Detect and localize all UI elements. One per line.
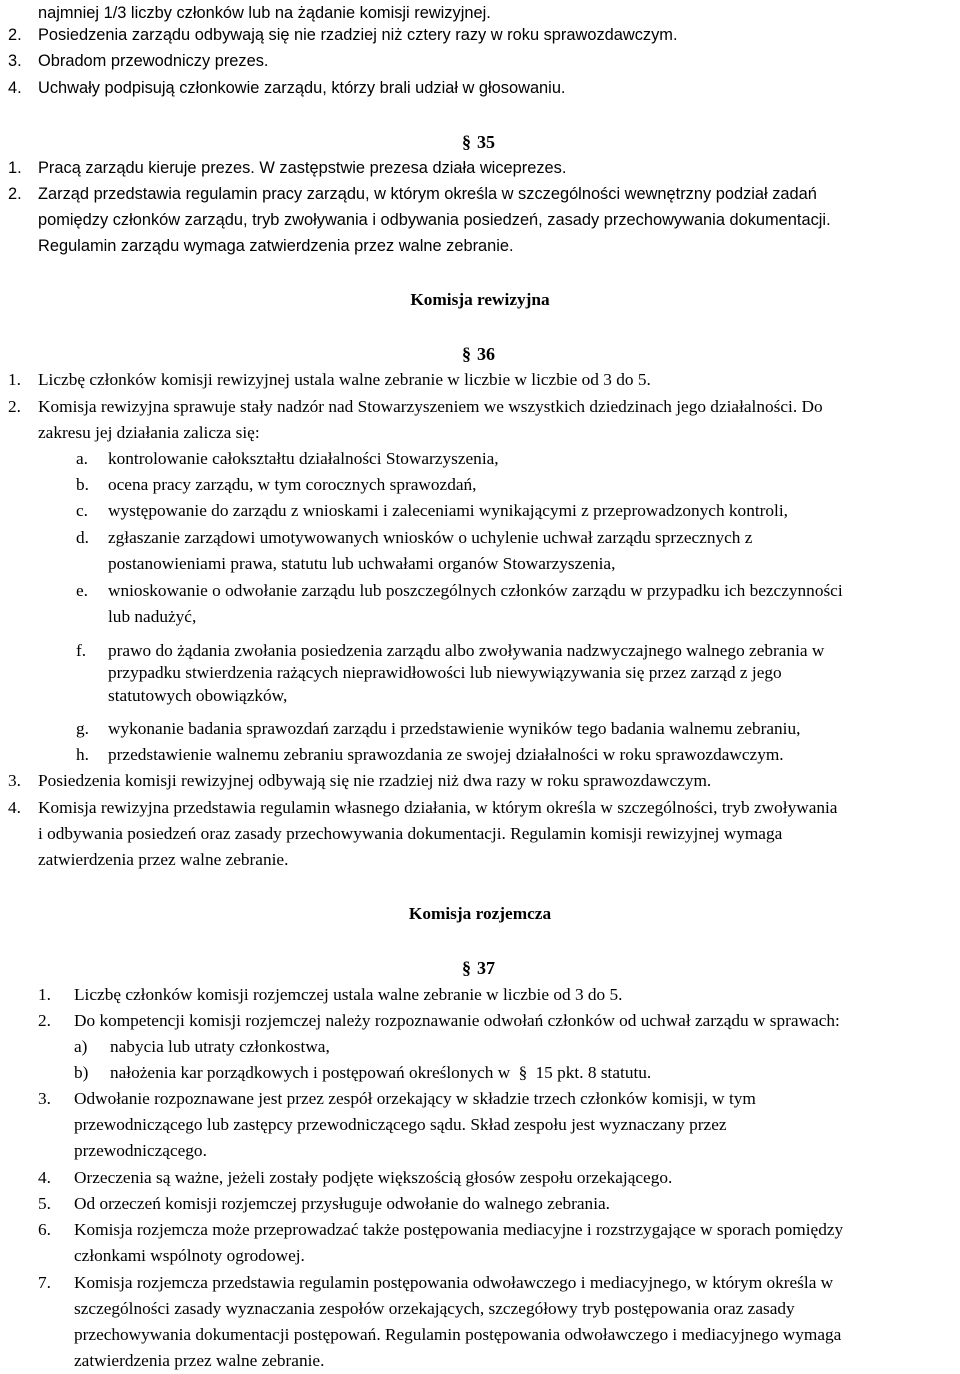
subitem-letter: a. [76,449,88,468]
item-number: 3. [8,52,22,70]
item-number: 4. [8,798,21,817]
sub-list-item: występowanie do zarządu z wnioskami i zaleceniami wynikającymi z przeprowadzonych kontroli, [108,501,788,520]
item-number: 6. [38,1220,51,1239]
subitem-letter: g. [76,719,89,738]
section-number [462,955,495,981]
section-symbol: § [462,132,471,152]
item-number: 2. [8,26,22,44]
list-item-continuation: przewodniczącego. [74,1141,207,1160]
item-number: 1. [8,159,22,177]
section-heading: Komisja rewizyjna [410,290,550,309]
list-item: Odwołanie rozpoznawane jest przez zespół orzekający w składzie trzech członków komisji, w tym [74,1089,756,1108]
subitem-letter: h. [76,745,89,764]
item-number: 3. [38,1089,51,1108]
sub-list-item: ocena pracy zarządu, w tym corocznych sprawozdań, [108,475,477,494]
list-item: Zarząd przedstawia regulamin pracy zarządu, w którym określa w szczególności wewnętrzny podział zadań [38,185,817,203]
section-number [462,341,495,367]
sub-list-item: wnioskowanie o odwołanie zarządu lub poszczególnych członków zarządu w przypadku ich bezczynności [108,581,843,600]
subitem-letter: c. [76,501,88,520]
subitem-letter: b) [74,1063,89,1082]
list-item: Od orzeczeń komisji rozjemczej przysługuje odwołanie do walnego zebrania. [74,1194,610,1213]
list-item-continuation: zakresu jej działania zalicza się: [38,423,260,442]
item-number: 2. [38,1011,51,1030]
list-item: Uchwały podpisują członkowie zarządu, którzy brali udział w głosowaniu. [38,79,566,97]
list-item-continuation: zatwierdzenia przez walne zebranie. [38,850,289,869]
list-item: Do kompetencji komisji rozjemczej należy rozpoznawanie odwołań członków od uchwał zarządu w sprawach: [74,1011,840,1030]
list-item: Posiedzenia zarządu odbywają się nie rzadziej niż cztery razy w roku sprawozdawczym. [38,26,678,44]
list-item-continuation: członkami wspólnoty ogrodowej. [74,1246,305,1265]
sub-list-item-text: 15 pkt. 8 statutu. [535,1063,652,1082]
subitem-letter: d. [76,528,89,547]
section-number-value: 35 [477,132,495,152]
list-item: Posiedzenia komisji rewizyjnej odbywają się nie rzadziej niż dwa razy w roku sprawozdawczym. [38,771,712,790]
list-item-continuation: Regulamin zarządu wymaga zatwierdzenia przez walne zebranie. [38,237,514,255]
sub-list-item-continuation: przypadku stwierdzenia rażących nieprawidłowości lub niewywiązywania się przez zarząd z jego [108,663,782,682]
list-item: Liczbę członków komisji rewizyjnej ustala walne zebranie w liczbie w liczbie od 3 do 5. [38,370,651,389]
section-symbol: § [462,344,471,364]
sub-list-item: prawo do żądania zwołania posiedzenia zarządu albo zwoływania nadzwyczajnego walnego zebrania w [108,641,825,660]
sub-list-item-continuation: lub nadużyć, [108,607,197,626]
section-heading: Komisja rozjemcza [408,904,552,923]
sub-list-item [110,1060,651,1086]
list-item-continuation: i odbywania posiedzeń oraz zasady przechowywania dokumentacji. Regulamin komisji rewizyjnej wymaga [38,824,783,843]
list-item-continuation: przechowywania dokumentacji postępowań. Regulamin postępowania odwoławczego i mediacyjnego wymaga [74,1325,842,1344]
text-line: najmniej 1/3 liczby członków lub na żądanie komisji rewizyjnej. [38,4,491,22]
list-item-continuation: zatwierdzenia przez walne zebranie. [74,1351,325,1370]
item-number: 4. [8,79,22,97]
list-item-continuation: szczególności zasady wyznaczania zespołów orzekających, szczegółowy tryb postępowania oraz zasady [74,1299,795,1318]
sub-list-item: nabycia lub utraty członkostwa, [110,1037,330,1056]
item-number: 2. [8,397,21,416]
list-item: Pracą zarządu kieruje prezes. W zastępstwie prezesa działa wiceprezes. [38,159,567,177]
sub-list-item: przedstawienie walnemu zebraniu sprawozdania ze swojej działalności w roku sprawozdawczym. [108,745,784,764]
subitem-letter: e. [76,581,88,600]
section-symbol: § [518,1063,528,1082]
list-item-continuation: pomiędzy członków zarządu, tryb zwoływania i odbywania posiedzeń, zasady przechowywania dokumentacji. [38,211,831,229]
item-number: 3. [8,771,21,790]
item-number: 1. [8,370,21,389]
item-number: 1. [38,985,51,1004]
subitem-letter: b. [76,475,89,494]
list-item: Komisja rozjemcza może przeprowadzać także postępowania mediacyjne i rozstrzygające w sporach pomiędzy [74,1220,844,1239]
item-number: 2. [8,185,22,203]
section-number-value: 37 [477,958,495,978]
sub-list-item-continuation: statutowych obowiązków, [108,686,288,705]
sub-list-item-continuation: postanowieniami prawa, statutu lub uchwałami organów Stowarzyszenia, [108,554,616,573]
list-item: Obradom przewodniczy prezes. [38,52,269,70]
sub-list-item-text: nałożenia kar porządkowych i postępowań określonych w [110,1063,511,1082]
list-item: Liczbę członków komisji rozjemczej ustala walne zebranie w liczbie od 3 do 5. [74,985,623,1004]
list-item-continuation: przewodniczącego lub zastępcy przewodniczącego sądu. Skład zespołu jest wyznaczany przez [74,1115,727,1134]
list-item: Komisja rewizyjna sprawuje stały nadzór nad Stowarzyszeniem we wszystkich dziedzinach jego działalności. Do [38,397,823,416]
item-number: 5. [38,1194,51,1213]
subitem-letter: f. [76,641,87,660]
list-item: Komisja rewizyjna przedstawia regulamin własnego działania, w którym określa w szczególności, tryb zwoływania [38,798,838,817]
sub-list-item: zgłaszanie zarządowi umotywowanych wniosków o uchylenie uchwał zarządu sprzecznych z [108,528,753,547]
sub-list-item: wykonanie badania sprawozdań zarządu i przedstawienie wyników tego badania walnemu zebraniu, [108,719,801,738]
list-item: Orzeczenia są ważne, jeżeli zostały podjęte większością głosów zespołu orzekającego. [74,1168,673,1187]
sub-list-item: kontrolowanie całokształtu działalności Stowarzyszenia, [108,449,499,468]
list-item: Komisja rozjemcza przedstawia regulamin postępowania odwoławczego i mediacyjnego, w którym określa w [74,1273,834,1292]
item-number: 4. [38,1168,51,1187]
section-number-value: 36 [477,344,495,364]
subitem-letter: a) [74,1037,88,1056]
section-number [462,129,495,155]
item-number: 7. [38,1273,51,1292]
section-symbol: § [462,958,471,978]
